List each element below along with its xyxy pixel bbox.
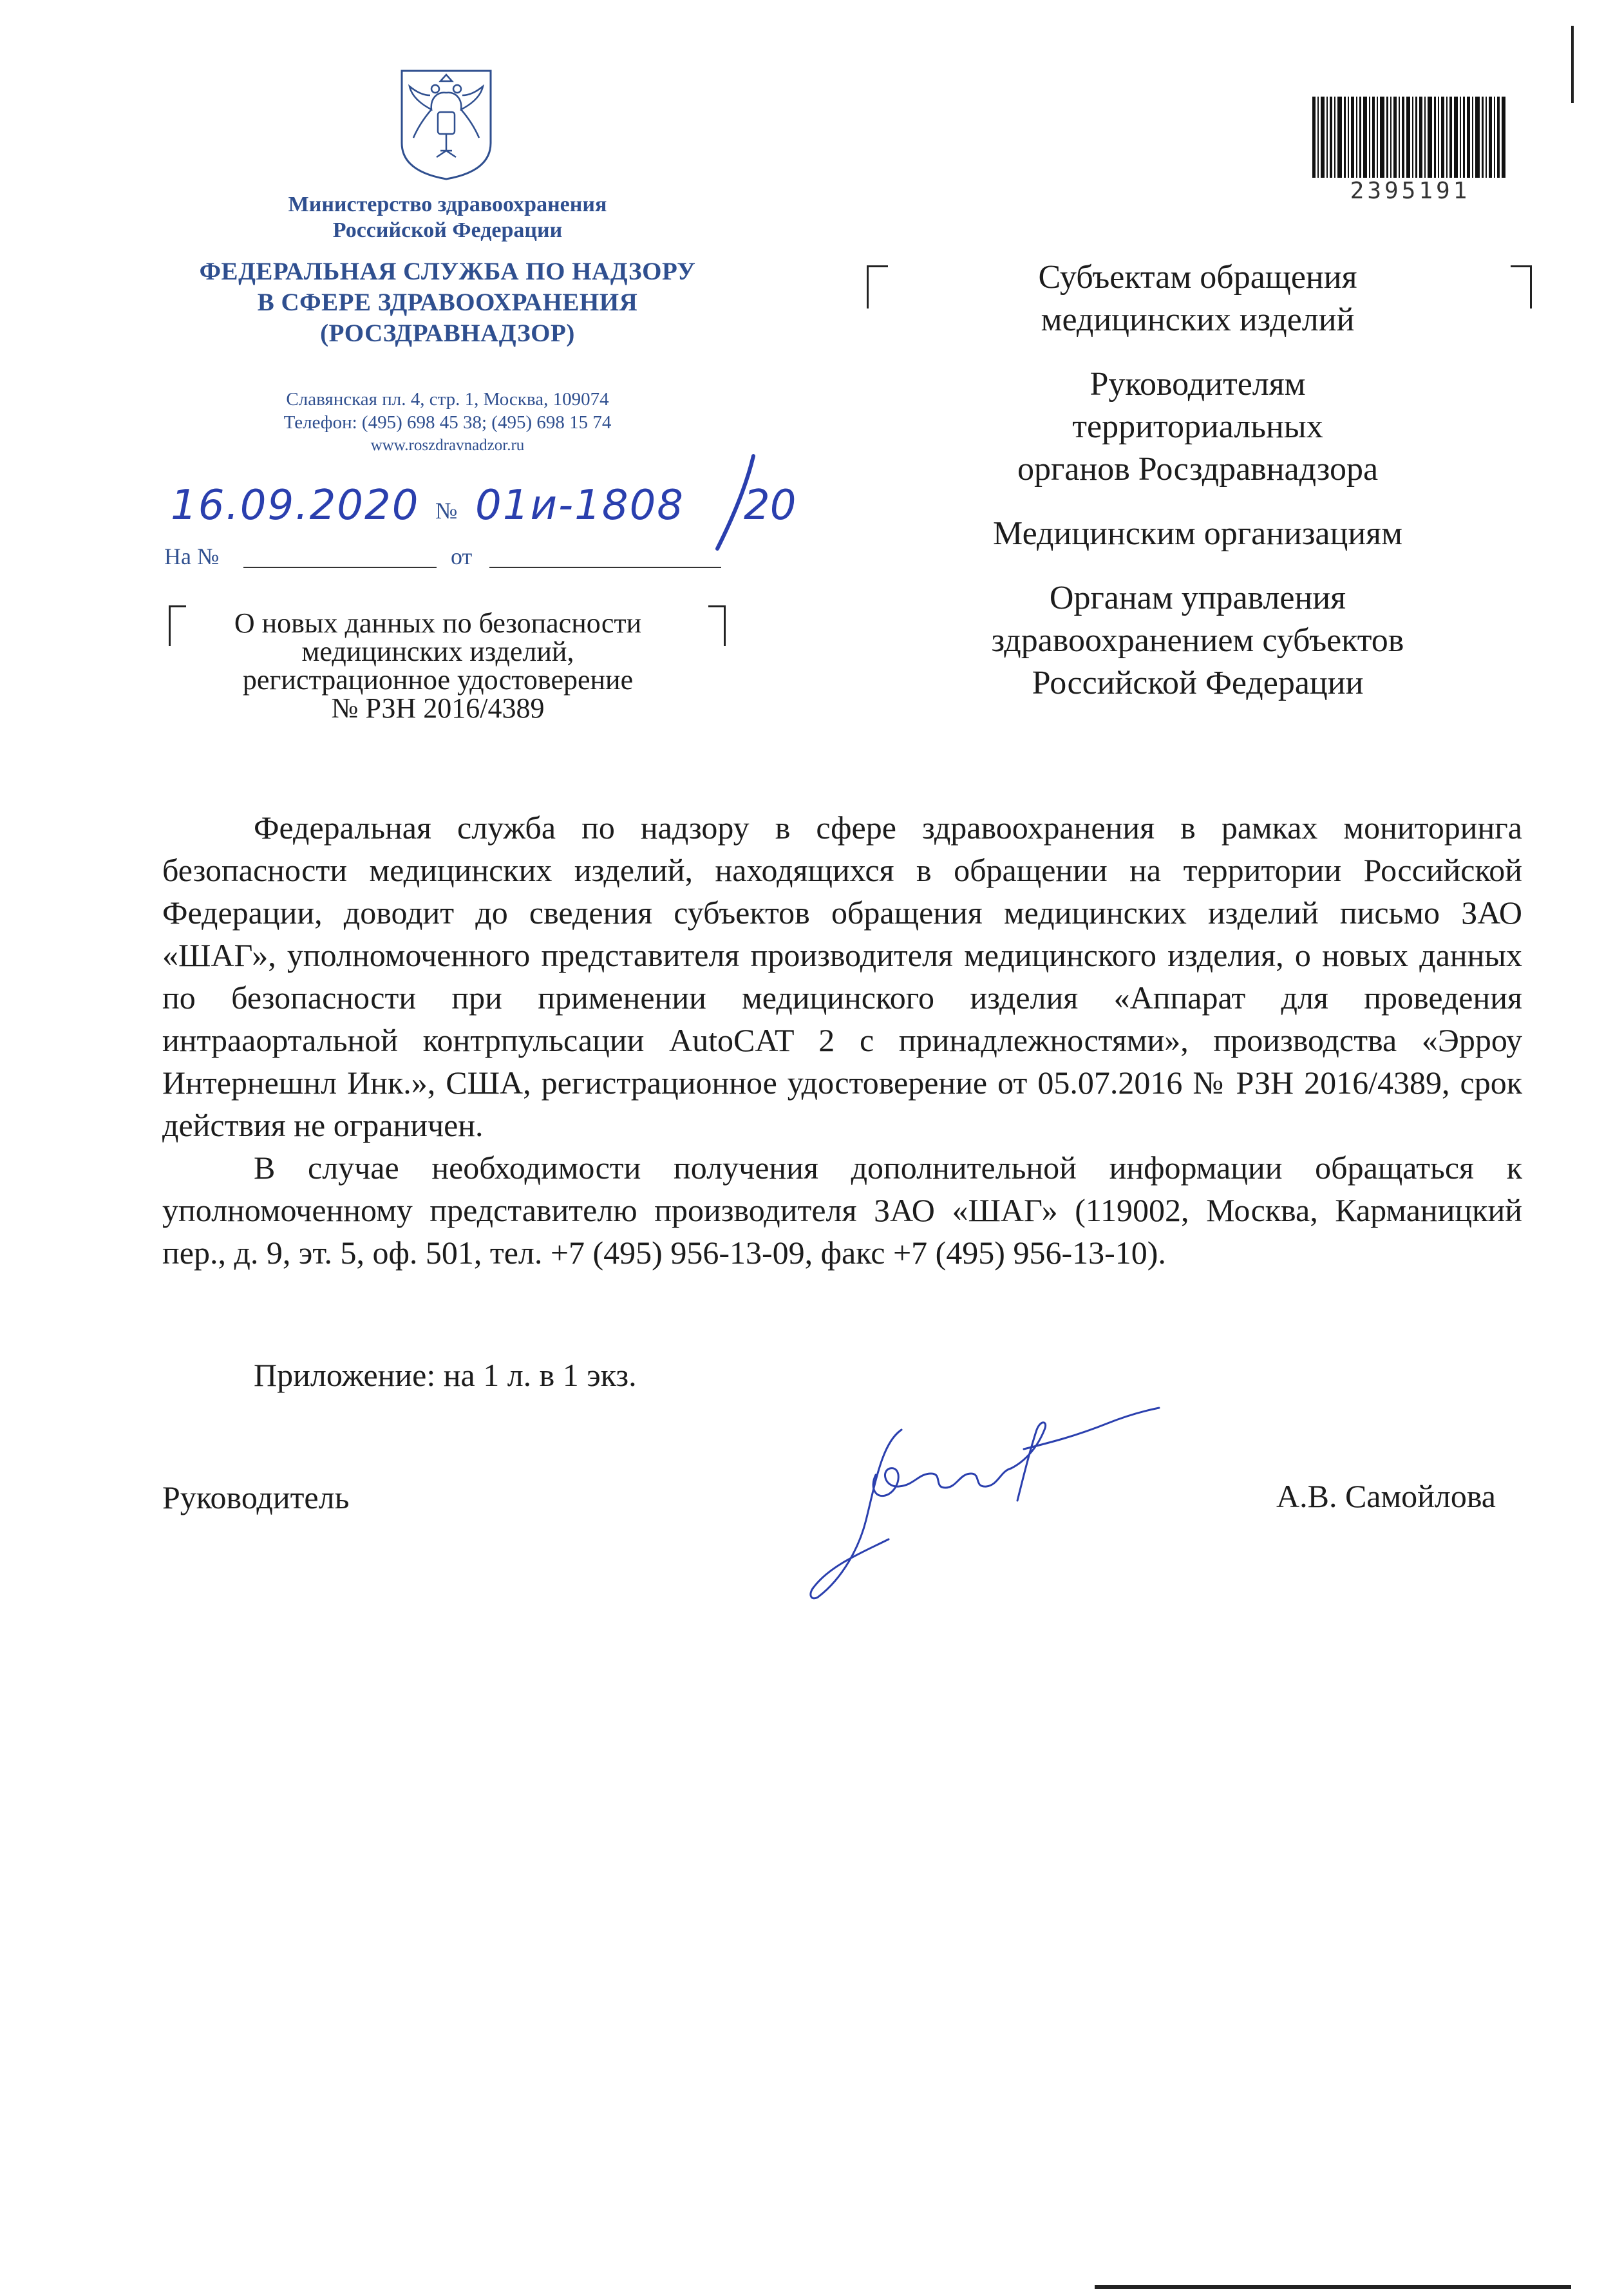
signer-position: Руководитель	[162, 1479, 350, 1515]
service-line-1: ФЕДЕРАЛЬНАЯ СЛУЖБА ПО НАДЗОРУ	[199, 258, 696, 285]
service-name	[129, 256, 766, 349]
subject-bracket-right	[708, 605, 726, 646]
handwritten-signature-icon	[805, 1404, 1165, 1610]
subject-line-2: медицинских изделий,	[301, 636, 574, 667]
service-line-3: (РОСЗДРАВНАДЗОР)	[320, 319, 575, 347]
reference-date-blank	[489, 567, 721, 568]
recipient-item	[901, 256, 1494, 341]
scan-edge-mark	[1571, 26, 1574, 103]
registration-date: 16.09.2020	[171, 482, 420, 529]
recipient-line: Медицинским организациям	[993, 515, 1402, 552]
reference-from-label: от	[451, 544, 473, 569]
recipient-line: органов Росздравнадзора	[1017, 451, 1379, 488]
body-paragraph-2: В случае необходимости получения дополнительной информации обращаться к уполномоченному представителю производителя ЗАО «ШАГ» (119002, Москва, Карманицкий пер., д. 9, эт. 5, оф. 501, тел. +7 (495) 956-13-09, факс +7 (495) 956-13-10).	[162, 1150, 1522, 1271]
recipient-line: Органам управления	[1049, 580, 1346, 616]
phone: Телефон: (495) 698 45 38; (495) 698 15 74	[283, 412, 612, 433]
coat-of-arms-icon	[398, 67, 495, 182]
recipient-line: Руководителям	[1090, 366, 1306, 403]
letter-body	[162, 806, 1522, 1274]
contact-block	[167, 388, 728, 457]
barcode-number: 2395191	[1350, 178, 1471, 204]
recipient-line: Субъектам обращения	[1038, 259, 1357, 296]
letter-subject	[174, 609, 702, 723]
recipient-line: территориальных	[1072, 408, 1323, 445]
recipient-item	[901, 577, 1494, 705]
recipients-bracket-right	[1511, 265, 1532, 308]
body-paragraph-1: Федеральная служба по надзору в сфере здравоохранения в рамках мониторинга безопасности медицинских изделий, находящихся в обращении на территории Российской Федерации, доводит до сведения субъектов обращения медицинских изделий письмо ЗАО «ШАГ», уполномоченного представителя производителя медицинского изделия, о новых данных по безопасности при применении медицинского изделия «Аппарат для проведения интрааортальной контрпульсации AutoCAT 2 с принадлежностями», производства «Эрроу Интернешнл Инк.», США, регистрационное удостоверение от 05.07.2016 № РЗН 2016/4389, срок действия не ограничен.	[162, 810, 1522, 1143]
number-sign: №	[435, 498, 458, 524]
recipients-bracket-left	[867, 265, 888, 308]
subject-line-1: О новых данных по безопасности	[234, 607, 642, 639]
registration-number-suffix: 20	[744, 482, 797, 529]
scan-bottom-mark	[1095, 2285, 1571, 2289]
ministry-line-2: Российской Федерации	[332, 218, 563, 242]
registration-number: 01и-1808	[475, 482, 684, 529]
ministry-name	[193, 192, 702, 243]
signer-name: А.В. Самойлова	[1276, 1478, 1496, 1514]
barcode-icon	[1312, 97, 1505, 178]
recipient-item	[901, 513, 1494, 555]
service-line-2: В СФЕРЕ ЗДРАВООХРАНЕНИЯ	[257, 289, 638, 316]
appendix-note: Приложение: на 1 л. в 1 экз.	[254, 1357, 637, 1393]
website-link[interactable]: www.roszdravnadzor.ru	[370, 437, 525, 454]
ministry-line-1: Министерство здравоохранения	[288, 193, 607, 216]
recipient-line: медицинских изделий	[1041, 301, 1355, 338]
subject-line-3: регистрационное удостоверение	[242, 664, 634, 696]
reference-number-blank	[243, 567, 437, 568]
recipient-line: Российской Федерации	[1032, 665, 1364, 701]
address: Славянская пл. 4, стр. 1, Москва, 109074	[286, 389, 609, 410]
subject-line-4: № РЗН 2016/4389	[331, 692, 545, 724]
recipient-item	[901, 363, 1494, 491]
reference-label: На №	[164, 544, 220, 569]
recipient-line: здравоохранением субъектов	[991, 622, 1404, 659]
recipients-block	[901, 256, 1494, 726]
